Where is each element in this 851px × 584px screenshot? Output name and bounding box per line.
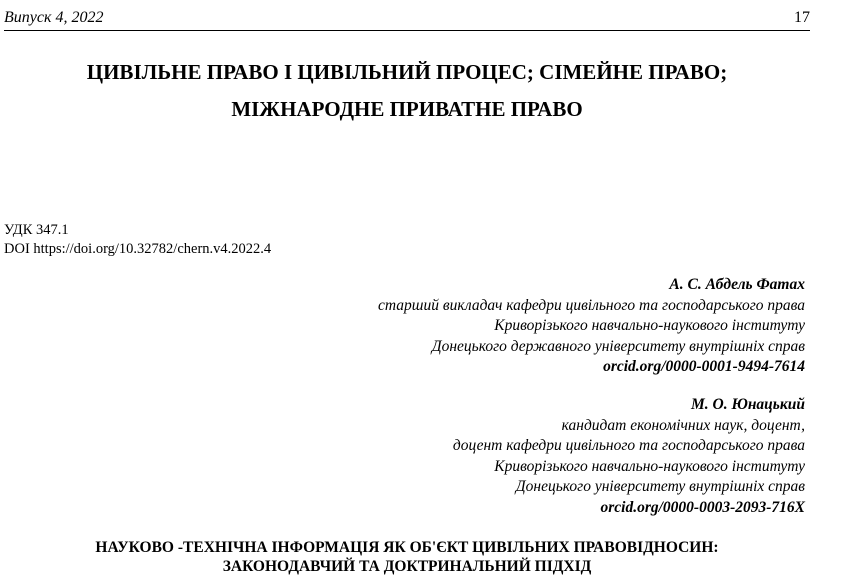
author-affiliation-line: Криворізького навчально-наукового інституту [494,317,805,334]
running-header [4,8,810,31]
author-block-1 [378,275,805,378]
author-affiliation-line: Донецького університету внутрішніх справ [515,478,805,495]
udc-code: УДК 347.1 [4,222,69,238]
section-title-line-2: МІЖНАРОДНЕ ПРИВАТНЕ ПРАВО [231,97,583,121]
author-affiliation-line: Криворізького навчально-наукового інституту [494,457,805,475]
author-affiliation-line: старший викладач кафедри цивільного та господарського права [378,296,805,314]
author-affiliation-line: доцент кафедри цивільного та господарського права [452,437,805,454]
article-metadata [4,221,271,259]
article-title [0,538,814,576]
article-title-line-2: ЗАКОНОДАВЧИЙ ТА ДОКТРИНАЛЬНИЙ ПІДХІД [222,558,592,575]
author-orcid-link[interactable]: orcid.org/0000-0003-2093-716X [600,498,805,516]
author-orcid-link[interactable]: orcid.org/0000-0001-9494-7614 [603,358,805,375]
issue-label: Випуск 4, 2022 [4,9,104,26]
doi-link[interactable]: DOI https://doi.org/10.32782/chern.v4.2022.4 [4,241,272,257]
author-block-2 [453,395,805,518]
author-affiliation-line: кандидат економічних наук, доцент, [561,416,805,434]
author-affiliation-line: Донецького державного університету внутрішніх справ [431,337,805,355]
author-name: М. О. Юнацький [690,396,805,413]
section-title [0,54,814,128]
article-title-line-1: НАУКОВО -ТЕХНІЧНА ІНФОРМАЦІЯ ЯК ОБ'ЄКТ ЦИВІЛЬНИХ ПРАВОВІДНОСИН: [95,539,719,556]
section-title-line-1: ЦИВІЛЬНЕ ПРАВО І ЦИВІЛЬНИЙ ПРОЦЕС; СІМЕЙНЕ ПРАВО; [86,60,728,84]
page-number: 17 [794,9,810,26]
author-name: А. С. Абдель Фатах [669,276,805,293]
